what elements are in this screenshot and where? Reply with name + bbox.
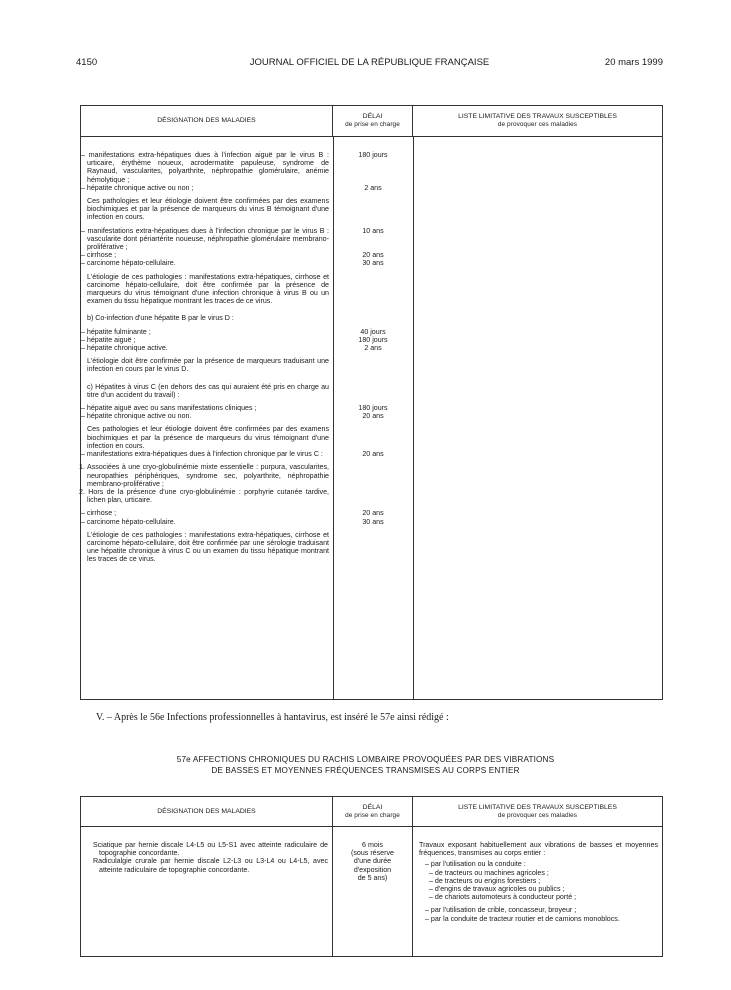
- delay-value: 20 ans: [362, 251, 384, 260]
- disease-text: L'étiologie doit être confirmée par la présence de marqueurs traduisant une infection en cours par le virus D.: [87, 357, 329, 374]
- delay-value: [333, 531, 413, 564]
- disease-text: – hépatite chronique active ou non.: [81, 412, 192, 421]
- disease-text: – manifestations extra-hépatiques dues à l'infection aiguë par le virus B : urticaire, érythème noueux, acrodermatite papuleuse, syndrome de Raynaud, vascularites, polyarthrite, néphropathie glomérulaire, anémie hémolytique ;: [81, 151, 329, 184]
- delay-value: [333, 425, 413, 450]
- disease-text: – hépatite chronique active ou non ;: [81, 183, 194, 192]
- delay-value: [333, 463, 413, 488]
- disease-text: – manifestations extra-hépatiques dues à l'infection chronique par le virus C :: [81, 450, 323, 459]
- delay-value: 2 ans: [364, 344, 382, 353]
- disease-row: [81, 357, 662, 373]
- works-intro: Travaux exposant habituellement aux vibrations de basses et moyennes fréquences, transmises au corps entier :: [419, 841, 658, 858]
- disease-row: [81, 336, 662, 344]
- designation-cell-57: [81, 827, 333, 957]
- disease-text: – hépatite aiguë avec ou sans manifestations cliniques ;: [81, 404, 257, 413]
- delay-value: 2 ans: [364, 183, 382, 192]
- col-delay-header-2: DÉLAI de prise en charge: [333, 797, 413, 827]
- works-cell-57: [413, 827, 663, 957]
- disease-text: Ces pathologies et leur étiologie doivent être confirmées par des examens biochimiques et par la présence de marqueurs du virus B témoignant d'une infection en cours.: [87, 197, 329, 222]
- disease-text: – cirrhose ;: [81, 509, 117, 518]
- works-conduite: – par l'utilisation ou la conduite :: [425, 860, 526, 869]
- disease-row: [81, 314, 662, 322]
- disease-row: [81, 344, 662, 352]
- col-works-header-2: LISTE LIMITATIVE DES TRAVAUX SUSCEPTIBLES de provoquer ces maladies: [413, 797, 663, 827]
- disease-row: [81, 151, 662, 184]
- disease-row: [81, 425, 662, 450]
- disease-row: [81, 509, 662, 517]
- page-number: 4150: [76, 57, 98, 68]
- disease-row: [81, 488, 662, 504]
- disease-text: – hépatite chronique active.: [81, 344, 168, 353]
- sciatique-text: Sciatique par hernie discale L4-L5 ou L5-S1 avec atteinte radiculaire de topographie concordante.: [93, 841, 328, 858]
- disease-text: 1. Associées à une cryo-globulinémie mixte essentielle : purpura, vascularites, neuropathies périphériques, syndrome sec, polyarthrite, néphropathie membrano-proliférative ;: [79, 463, 329, 488]
- works-item: – de tracteurs ou engins forestiers ;: [429, 876, 541, 885]
- disease-text: – hépatite aiguë ;: [81, 335, 136, 344]
- journal-title: JOURNAL OFFICIEL DE LA RÉPUBLIQUE FRANÇAISE: [249, 57, 490, 68]
- row-spacer: [81, 374, 662, 383]
- disease-row: [81, 463, 662, 488]
- works-tracteur-routier: – par la conduite de tracteur routier et de camions monoblocs.: [425, 914, 620, 923]
- delay-value: 20 ans: [362, 412, 384, 421]
- disease-row: [81, 273, 662, 306]
- works-item: – de chariots automoteurs à conducteur porté ;: [429, 893, 577, 902]
- delay-value: 30 ans: [362, 259, 384, 268]
- disease-text: c) Hépatites à virus C (en dehors des cas qui auraient été pris en charge au titre d'un accident du travail) :: [87, 382, 329, 399]
- sequence-text: V. – Après le 56e Infections professionnelles à hantavirus, est inséré le 57e ainsi rédigé :: [96, 712, 449, 723]
- delay-value: 20 ans: [362, 509, 384, 518]
- delay-value: 180 jours: [358, 335, 388, 344]
- disease-rows: [81, 151, 662, 564]
- disease-text: – carcinome hépato-cellulaire.: [81, 517, 176, 526]
- disease-row: [81, 412, 662, 420]
- publication-date: 20 mars 1999: [604, 57, 663, 68]
- col-designation-header: DÉSIGNATION DES MALADIES: [81, 106, 333, 137]
- delay-value: [333, 314, 413, 322]
- works-item: – de tracteurs ou machines agricoles ;: [429, 868, 549, 877]
- section-title: 57e AFFECTIONS CHRONIQUES DU RACHIS LOMBAIRE PROVOQUÉES PAR DES VIBRATIONS DE BASSES ET MOYENNES FRÉQUENCES TRANSMISES AU CORPS ENTIER: [176, 755, 555, 775]
- disease-row: [81, 518, 662, 526]
- table-57: [80, 796, 663, 957]
- radiculalgie-text: Radiculalgie crurale par hernie discale L2-L3 ou L3-L4 ou L4-L5, avec atteinte radiculaire de topographie concordante.: [93, 857, 328, 874]
- delay-value: [333, 488, 413, 504]
- disease-text: Ces pathologies et leur étiologie doivent être confirmées par des examens biochimiques et par la présence de marqueurs du virus témoignant d'une infection en cours.: [87, 425, 329, 450]
- disease-text: – manifestations extra-hépatiques dues à l'infection chronique par le virus B : vascularite dont périartérite noueuse, néphropathie glomérulaire membrano-proliférative ;: [81, 226, 329, 252]
- col-designation-header-2: DÉSIGNATION DES MALADIES: [81, 797, 333, 827]
- disease-row: [81, 404, 662, 412]
- disease-row: [81, 383, 662, 399]
- disease-text: – carcinome hépato-cellulaire.: [81, 259, 176, 268]
- works-crible: – par l'utilisation de crible, concasseur, broyeur ;: [425, 906, 577, 915]
- delay-value: [333, 273, 413, 306]
- disease-row: [81, 328, 662, 336]
- disease-text: L'étiologie de ces pathologies : manifestations extra-hépatiques, cirrhose et carcinome hépato-cellulaire, doit être confirmée par une sérologie traduisant une hépatite chronique à virus C ou un examen du tissu hépatique montrant les traces de ce virus.: [87, 530, 329, 564]
- disease-row: [81, 259, 662, 267]
- delay-value: 20 ans: [362, 450, 384, 459]
- delay-value: 180 jours: [358, 151, 388, 159]
- disease-row: [81, 227, 662, 252]
- disease-table-continued: [80, 105, 663, 700]
- delay-value: 30 ans: [362, 517, 384, 526]
- delay-value: [333, 357, 413, 373]
- disease-text: – hépatite fulminante ;: [81, 327, 151, 336]
- page-header: [76, 57, 663, 71]
- delay-value: 180 jours: [358, 404, 388, 413]
- row-spacer: [81, 305, 662, 314]
- disease-row: [81, 184, 662, 192]
- col-delay-header: DÉLAI de prise en charge: [333, 106, 413, 137]
- disease-row: [81, 251, 662, 259]
- works-item: – d'engins de travaux agricoles ou publics ;: [429, 885, 565, 894]
- disease-text: L'étiologie de ces pathologies : manifestations extra-hépatiques, cirrhose et carcinome hépato-cellulaire, doit être confirmée par la présence de marqueurs du virus témoignant d'une infection chronique à virus B ou un examen du tissu hépatique montrant les traces de ce virus.: [87, 272, 329, 306]
- disease-text: 2. Hors de la présence d'une cryo-globulinémie : porphyrie cutanée tardive, lichen plan, urticaire.: [79, 487, 329, 505]
- disease-row: [81, 197, 662, 222]
- disease-row: [81, 450, 662, 458]
- delay-value: [333, 383, 413, 399]
- col-works-header: LISTE LIMITATIVE DES TRAVAUX SUSCEPTIBLES de provoquer ces maladies: [413, 106, 663, 137]
- disease-row: [81, 531, 662, 564]
- delay-cell-57: 6 mois (sous réserve d'une durée d'exposition de 5 ans): [333, 827, 413, 957]
- delay-value: 40 jours: [360, 327, 386, 336]
- delay-value: [333, 197, 413, 222]
- disease-text: b) Co-infection d'une hépatite B par le virus D :: [87, 314, 234, 323]
- delay-value: 10 ans: [362, 226, 384, 235]
- disease-text: – cirrhose ;: [81, 251, 117, 260]
